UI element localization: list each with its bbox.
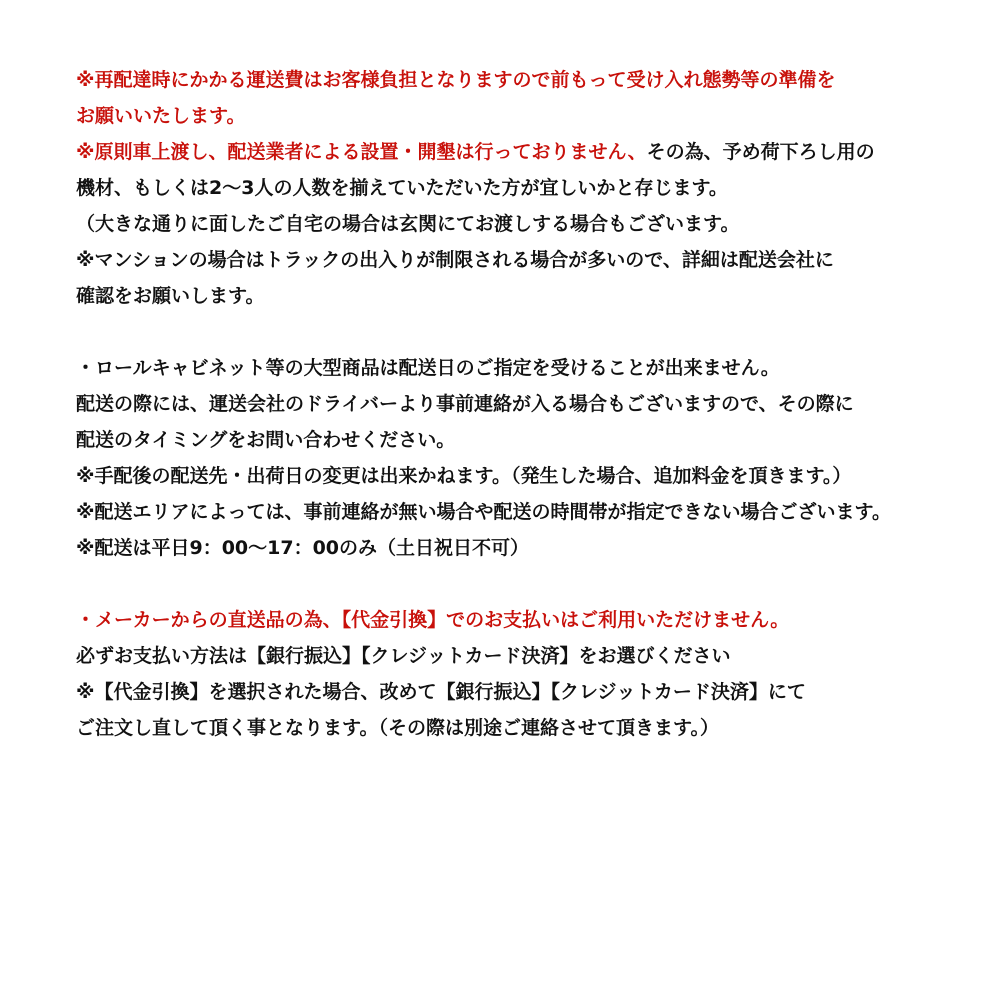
unloading-equipment-notice: 機材、もしくは2〜3人の人数を揃えていただいた方が宜しいかと存じます。 — [76, 177, 728, 199]
no-change-notice: ※手配後の配送先・出荷日の変更は出来かねます。（発生した場合、追加料金を頂きます。） — [76, 465, 852, 487]
no-cod-notice: ・メーカーからの直送品の為、【代金引換】でのお支払いはご利用いただけません。 — [76, 609, 790, 631]
area-restriction-notice: ※配送エリアによっては、事前連絡が無い場合や配送の時間帯が指定できない場合ございます。 — [76, 501, 891, 523]
redelivery-cost-notice-cont: お願いいたします。 — [76, 105, 246, 127]
driver-contact-notice: 配送の際には、運送会社のドライバーより事前連絡が入る場合もございますので、その際に — [76, 393, 854, 415]
section-spacer — [76, 314, 976, 350]
curbside-delivery-notice — [76, 134, 976, 170]
driver-contact-notice-cont: 配送のタイミングをお問い合わせください。 — [76, 429, 456, 451]
shipping-notice — [76, 62, 976, 746]
delivery-hours-notice: ※配送は平日9：00〜17：00のみ（土日祝日不可） — [76, 537, 530, 559]
redelivery-section — [76, 62, 976, 314]
delivery-date-section — [76, 350, 976, 566]
reorder-notice: ご注文し直して頂く事となります。（その際は別途ご連絡させて頂きます。） — [76, 717, 719, 739]
cod-selected-notice: ※【代金引換】を選択された場合、改めて【銀行振込】【クレジットカード決済】にて — [76, 681, 806, 703]
apartment-delivery-notice-cont: 確認をお願いします。 — [76, 285, 265, 307]
front-door-delivery-note: （大きな通りに面したご自宅の場合は玄関にてお渡しする場合もございます。 — [76, 213, 740, 235]
redelivery-cost-notice: ※再配達時にかかる運送費はお客様負担となりますので前もって受け入れ態勢等の準備を — [76, 69, 836, 91]
payment-section — [76, 602, 976, 746]
section-spacer — [76, 566, 976, 602]
no-date-specification-notice: ・ロールキャビネット等の大型商品は配送日のご指定を受けることが出来ません。 — [76, 357, 780, 379]
curbside-delivery-warning: ※原則車上渡し、配送業者による設置・開墾は行っておりません、 — [76, 141, 647, 163]
payment-method-notice: 必ずお支払い方法は【銀行振込】【クレジットカード決済】をお選びください — [76, 645, 731, 667]
curbside-delivery-advice: その為、予め荷下ろし用の — [646, 141, 875, 163]
apartment-delivery-notice: ※マンションの場合はトラックの出入りが制限される場合が多いので、詳細は配送会社に — [76, 249, 834, 271]
